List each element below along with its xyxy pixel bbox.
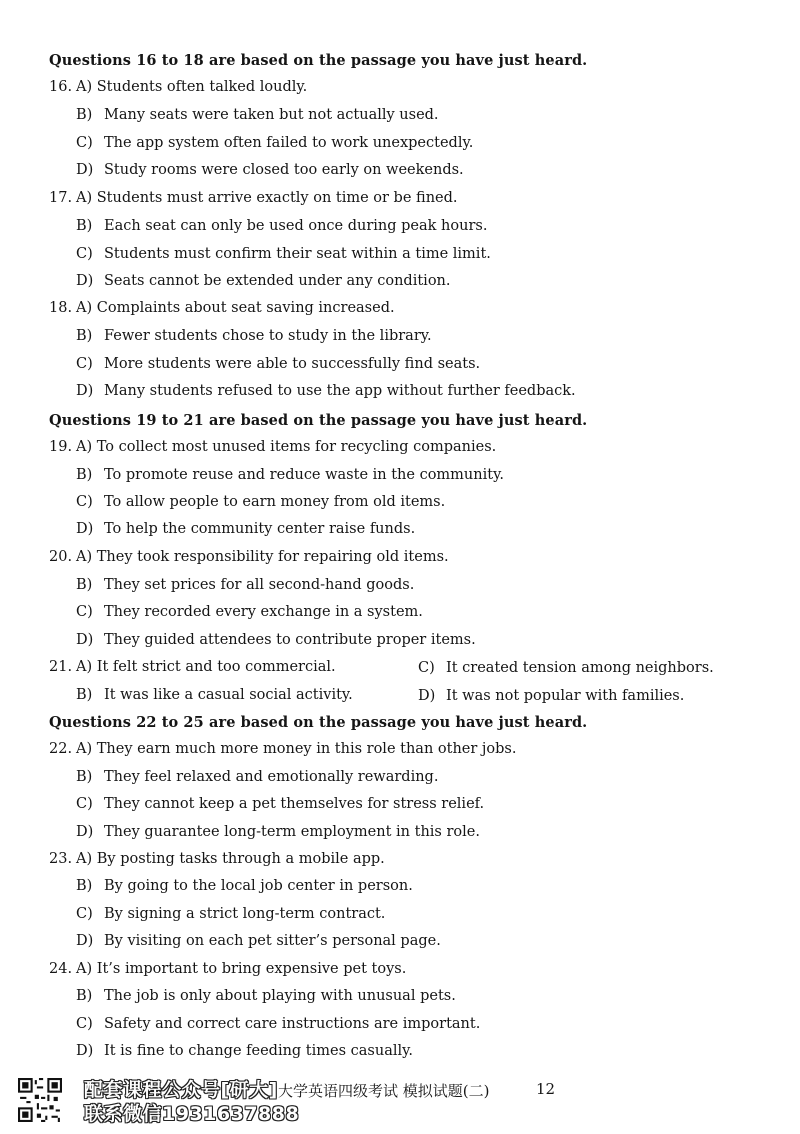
option-text: Complaints about seat saving increased. (96, 300, 395, 316)
option-text: It’s important to bring expensive pet toys. (96, 961, 407, 977)
option-text: Students often talked loudly. (96, 79, 308, 95)
option-text: They earn much more money in this role than other jobs. (96, 741, 517, 757)
question-number: 24. (49, 961, 73, 977)
option-label: D) (76, 1043, 94, 1059)
option-label: C) (76, 246, 93, 262)
option-label: C) (76, 135, 93, 151)
option-20c (76, 604, 423, 620)
option-text: They took responsibility for repairing old items. (96, 549, 449, 565)
question-number: 20. (49, 549, 73, 565)
question-number: 18. (49, 300, 73, 316)
option-text: It is fine to change feeding times casually. (104, 1043, 413, 1059)
option-20b (76, 577, 414, 593)
option-label: B) (76, 577, 93, 593)
option-label: A) (76, 439, 93, 455)
option-21d (418, 688, 684, 704)
option-label: C) (418, 660, 435, 676)
question-number: 21. (49, 659, 73, 675)
section-heading: Questions 19 to 21 are based on the passage you have just heard. (49, 412, 588, 429)
option-label: A) (76, 961, 93, 977)
option-text: The job is only about playing with unusual pets. (104, 988, 456, 1004)
option-text: More students were able to successfully find seats. (104, 356, 481, 372)
option-label: B) (76, 107, 93, 123)
option-18d (76, 383, 576, 399)
option-text: Many students refused to use the app without further feedback. (104, 383, 576, 399)
option-label: D) (76, 824, 94, 840)
section-heading: Questions 16 to 18 are based on the passage you have just heard. (49, 52, 588, 69)
promo-line-1: 配套课程公众号[研大] (84, 1079, 278, 1101)
section-heading: Questions 22 to 25 are based on the passage you have just heard. (49, 714, 588, 731)
question-number: 19. (49, 439, 73, 455)
option-22b (76, 769, 438, 785)
option-19b (76, 467, 504, 483)
page-footer (18, 1070, 778, 1130)
option-17d (76, 273, 451, 289)
option-text: Study rooms were closed too early on weekends. (104, 162, 464, 178)
question-23 (49, 851, 385, 867)
option-20d (76, 632, 476, 648)
question-24 (49, 961, 406, 977)
option-label: B) (76, 769, 93, 785)
option-label: D) (76, 632, 94, 648)
option-text: Seats cannot be extended under any condition. (104, 273, 451, 289)
option-label: B) (76, 467, 93, 483)
option-text: It was not popular with families. (446, 688, 685, 704)
option-label: D) (76, 162, 94, 178)
option-label: B) (76, 878, 93, 894)
option-text: By visiting on each pet sitter’s personal page. (104, 933, 441, 949)
option-text: It was like a casual social activity. (104, 687, 353, 703)
option-19c (76, 494, 445, 510)
option-label: C) (76, 356, 93, 372)
question-20 (49, 549, 449, 565)
option-text: By going to the local job center in person. (104, 878, 413, 894)
option-text: They cannot keep a pet themselves for stress relief. (104, 796, 485, 812)
question-17 (49, 190, 458, 206)
option-text: To allow people to earn money from old items. (104, 494, 446, 510)
question-21 (49, 659, 336, 675)
question-number: 23. (49, 851, 73, 867)
option-text: To collect most unused items for recycling companies. (96, 439, 497, 455)
question-16 (49, 79, 307, 95)
footer-title: 大学英语四级考试 模拟试题(二) (278, 1082, 490, 1100)
option-text: Many seats were taken but not actually used. (104, 107, 439, 123)
option-label: A) (76, 851, 93, 867)
option-text: To promote reuse and reduce waste in the community. (104, 467, 504, 483)
option-16d (76, 162, 464, 178)
option-text: The app system often failed to work unexpectedly. (104, 135, 474, 151)
option-16c (76, 135, 473, 151)
question-number: 17. (49, 190, 73, 206)
option-text: Each seat can only be used once during peak hours. (104, 218, 488, 234)
option-text: Students must arrive exactly on time or be fined. (96, 190, 458, 206)
option-label: A) (76, 659, 93, 675)
option-label: B) (76, 988, 93, 1004)
option-label: A) (76, 549, 93, 565)
question-18 (49, 300, 395, 316)
option-label: B) (76, 687, 93, 703)
promo-line-2: 联系微信1931637888 (84, 1103, 300, 1125)
option-label: A) (76, 190, 93, 206)
option-21b (76, 687, 353, 703)
question-19 (49, 439, 496, 455)
option-label: D) (76, 383, 94, 399)
option-18b (76, 328, 432, 344)
question-number: 22. (49, 741, 73, 757)
option-label: A) (76, 79, 93, 95)
option-17c (76, 246, 491, 262)
option-label: D) (76, 521, 94, 537)
option-label: C) (76, 906, 93, 922)
option-text: They feel relaxed and emotionally rewarding. (104, 769, 439, 785)
qr-code-icon (18, 1078, 62, 1122)
option-22d (76, 824, 480, 840)
option-label: A) (76, 300, 93, 316)
option-text: By signing a strict long-term contract. (104, 906, 386, 922)
option-label: D) (76, 273, 94, 289)
option-label: C) (76, 494, 93, 510)
option-text: By posting tasks through a mobile app. (96, 851, 385, 867)
option-text: Students must confirm their seat within a time limit. (104, 246, 491, 262)
option-text: They set prices for all second-hand goods. (104, 577, 415, 593)
option-22c (76, 796, 484, 812)
option-23d (76, 933, 441, 949)
option-label: C) (76, 796, 93, 812)
option-text: They guided attendees to contribute proper items. (104, 632, 476, 648)
page-number: 12 (536, 1080, 556, 1098)
option-text: To help the community center raise funds. (104, 521, 416, 537)
option-label: D) (76, 933, 94, 949)
option-label: B) (76, 218, 93, 234)
option-16b (76, 107, 439, 123)
option-label: C) (76, 1016, 93, 1032)
option-23c (76, 906, 385, 922)
option-23b (76, 878, 413, 894)
option-text: They recorded every exchange in a system. (104, 604, 423, 620)
option-label: C) (76, 604, 93, 620)
option-18c (76, 356, 480, 372)
option-text: It felt strict and too commercial. (96, 659, 336, 675)
question-22 (49, 741, 516, 757)
option-24b (76, 988, 456, 1004)
option-text: They guarantee long-term employment in this role. (104, 824, 480, 840)
option-label: B) (76, 328, 93, 344)
option-text: It created tension among neighbors. (446, 660, 714, 676)
option-24c (76, 1016, 480, 1032)
option-label: D) (418, 688, 436, 704)
option-17b (76, 218, 487, 234)
option-text: Safety and correct care instructions are important. (104, 1016, 481, 1032)
option-19d (76, 521, 415, 537)
promo-watermark (84, 1078, 299, 1126)
option-text: Fewer students chose to study in the library. (104, 328, 432, 344)
question-number: 16. (49, 79, 73, 95)
option-24d (76, 1043, 413, 1059)
option-21c (418, 660, 714, 676)
option-label: A) (76, 741, 93, 757)
